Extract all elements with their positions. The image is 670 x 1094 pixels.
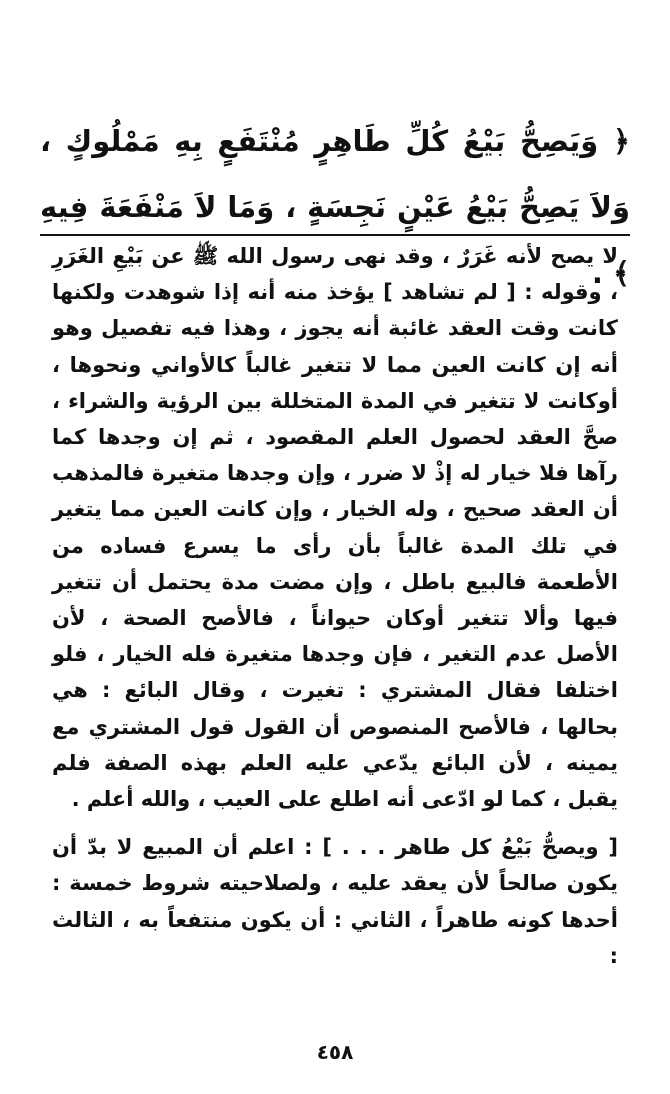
separator-line <box>40 234 630 236</box>
commentary-paragraph-1: لا يصح لأنه غَرَرٌ ، وقد نهى رسول الله ﷺ عن بَيْعِ الغَرَرِ ، وقوله : [ لم تشاهد ] يؤخذ منه أنه إذا شوهدت ولكنها كانت وقت العقد غائبة أنه يجوز ، وهذا فيه تفصيل وهو أنه إن كانت العين مما لا تتغير غالباً كالأواني ونحوها ، أوكانت لا تتغير في المدة المتخللة بين الرؤية والشراء ، صحَّ العقد لحصول العلم المقصود ، ثم إن وجدها كما رآها فلا خيار له إذْ لا ضرر ، وإن وجدها متغيرة فالمذهب أن العقد صحيح ، وله الخيار ، وإن كانت العين مما يتغير في تلك المدة غالباً بأن رأى ما يسرع فساده من الأطعمة فالبيع باطل ، وإن مضت مدة يحتمل أن تتغير فيها وألا تتغير أوكان حيواناً ، فالأصح الصحة ، لأن الأصل عدم التغير ، فإن وجدها متغيرة فله الخيار ، فلو اختلفا فقال المشتري : تغيرت ، وقال البائع : هي بحالها ، فالأصح المنصوص أن القول قول المشتري مع يمينه ، لأن البائع يدّعي عليه العلم بهذه الصفة فلم يقبل ، كما لو ادّعى أنه اطلع على العيب ، والله أعلم . <box>52 244 618 812</box>
matn-body: وَيَصِحُّ بَيْعُ كُلِّ طَاهِرٍ مُنْتَفَعٍ بِهِ مَمْلُوكٍ ، وَلاَ يَصِحُّ بَيْعُ عَيْنٍ نَجِسَةٍ ، وَمَا لاَ مَنْفَعَةَ فِيهِ <box>40 124 630 224</box>
matn-open-bracket: ﴿ <box>613 124 630 158</box>
matn-close-bracket: ﴾ . <box>591 256 630 290</box>
commentary-text <box>52 238 618 974</box>
commentary-paragraph-2: [ ويصحُّ بَيْعُ كل طاهر . . . ] : اعلم أن المبيع لا بدّ أن يكون صالحاً لأن يعقد عليه ، ولصلاحيته شروط خمسة : أحدها كونه طاهراً ، الثاني : أن يكون منتفعاً به ، الثالث : <box>52 835 618 968</box>
page-number: ٤٥٨ <box>316 1040 354 1064</box>
